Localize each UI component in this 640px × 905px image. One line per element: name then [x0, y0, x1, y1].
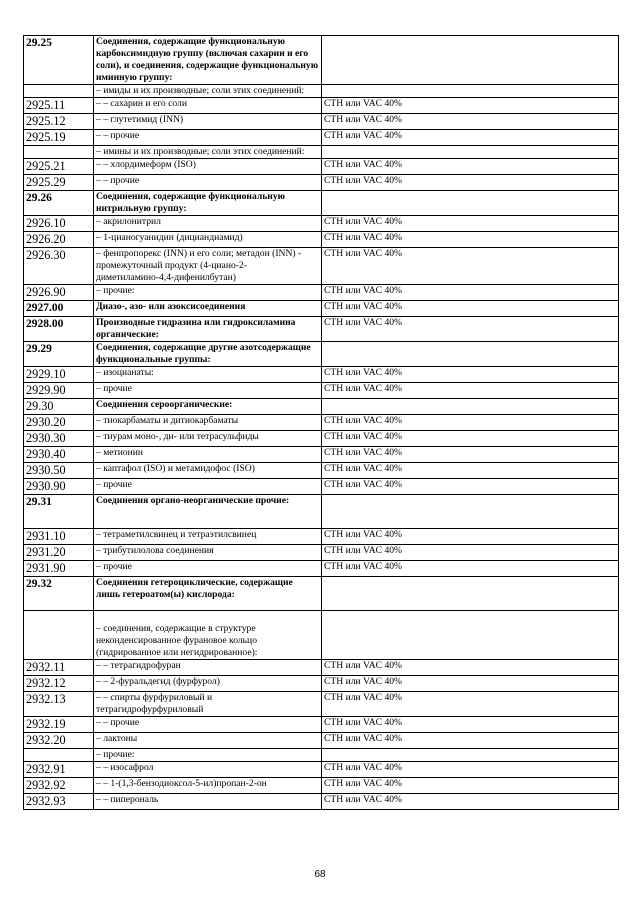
description-cell: Диазо-, азо- или азоксисоединения: [94, 301, 322, 317]
table-row: [24, 495, 619, 529]
hs-code-cell: 2925.21: [24, 159, 94, 175]
description-cell: – – изосафрол: [94, 762, 322, 778]
table-row: [24, 159, 619, 175]
hs-code-cell: 2932.20: [24, 733, 94, 749]
tariff-rules-table: [23, 35, 619, 810]
table-row: [24, 749, 619, 762]
description-cell: – лактоны: [94, 733, 322, 749]
origin-rule-cell: СТН или VAC 40%: [322, 98, 619, 114]
hs-code-cell: 2926.90: [24, 285, 94, 301]
origin-rule-cell: СТН или VAC 40%: [322, 317, 619, 342]
origin-rule-cell: [322, 146, 619, 159]
hs-code-cell: 2930.50: [24, 463, 94, 479]
hs-code-cell: 29.26: [24, 191, 94, 216]
origin-rule-cell: СТН или VAC 40%: [322, 301, 619, 317]
hs-code-cell: 2929.90: [24, 383, 94, 399]
table-row: [24, 479, 619, 495]
description-cell: – акрилонитрил: [94, 216, 322, 232]
hs-code-cell: 2927.00: [24, 301, 94, 317]
hs-code-cell: 2931.20: [24, 545, 94, 561]
origin-rule-cell: СТН или VAC 40%: [322, 367, 619, 383]
table-row: [24, 447, 619, 463]
hs-code-cell: 2932.13: [24, 692, 94, 717]
description-cell: – – спирты фурфуриловый и тетрагидрофурфуриловый: [94, 692, 322, 717]
origin-rule-cell: СТН или VAC 40%: [322, 431, 619, 447]
table-row: [24, 232, 619, 248]
hs-code-cell: 2926.20: [24, 232, 94, 248]
table-row: [24, 301, 619, 317]
origin-rule-cell: СТН или VAC 40%: [322, 248, 619, 285]
table-row: [24, 794, 619, 810]
hs-code-cell: [24, 146, 94, 159]
description-cell: Соединения, содержащие другие азотсодержащие функциональные группы:: [94, 342, 322, 367]
origin-rule-cell: СТН или VAC 40%: [322, 676, 619, 692]
hs-code-cell: [24, 85, 94, 98]
description-cell: – тиокарбаматы и дитиокарбаматы: [94, 415, 322, 431]
table-row: [24, 285, 619, 301]
origin-rule-cell: СТН или VAC 40%: [322, 479, 619, 495]
origin-rule-cell: СТН или VAC 40%: [322, 717, 619, 733]
table-row: [24, 660, 619, 676]
description-cell: – – сахарин и его соли: [94, 98, 322, 114]
origin-rule-cell: СТН или VAC 40%: [322, 778, 619, 794]
table-row: [24, 577, 619, 611]
origin-rule-cell: [322, 495, 619, 529]
table-row: [24, 98, 619, 114]
description-cell: – – прочие: [94, 717, 322, 733]
description-cell: – тиурам моно-, ди- или тетрасульфиды: [94, 431, 322, 447]
description-cell: – тетраметилсвинец и тетраэтилсвинец: [94, 529, 322, 545]
hs-code-cell: 2930.40: [24, 447, 94, 463]
table-row: [24, 191, 619, 216]
hs-code-cell: 2929.10: [24, 367, 94, 383]
description-cell: – прочие:: [94, 285, 322, 301]
hs-code-cell: 2932.12: [24, 676, 94, 692]
description-cell: – 1-цианогуанидин (дициандиамид): [94, 232, 322, 248]
table-row: [24, 561, 619, 577]
table-row: [24, 415, 619, 431]
hs-code-cell: 2925.29: [24, 175, 94, 191]
table-row: [24, 114, 619, 130]
description-cell: Производные гидразина или гидроксиламина органические:: [94, 317, 322, 342]
hs-code-cell: 2930.20: [24, 415, 94, 431]
table-row: [24, 717, 619, 733]
table-row: [24, 146, 619, 159]
origin-rule-cell: СТН или VAC 40%: [322, 660, 619, 676]
table-row: [24, 463, 619, 479]
description-cell: – трибутилолова соединения: [94, 545, 322, 561]
origin-rule-cell: СТН или VAC 40%: [322, 692, 619, 717]
table-row: [24, 733, 619, 749]
table-row: [24, 383, 619, 399]
hs-code-cell: 29.29: [24, 342, 94, 367]
hs-code-cell: 29.32: [24, 577, 94, 611]
hs-code-cell: 29.30: [24, 399, 94, 415]
origin-rule-cell: [322, 191, 619, 216]
table-row: [24, 762, 619, 778]
description-cell: – – пиперональ: [94, 794, 322, 810]
origin-rule-cell: СТН или VAC 40%: [322, 415, 619, 431]
table-row: [24, 317, 619, 342]
page-number: 68: [314, 869, 326, 880]
description-cell: – – глутетимид (INN): [94, 114, 322, 130]
origin-rule-cell: [322, 611, 619, 660]
description-cell: Соединения сероорганические:: [94, 399, 322, 415]
description-cell: – прочие:: [94, 749, 322, 762]
tariff-table-container: [23, 35, 618, 810]
hs-code-cell: 2932.91: [24, 762, 94, 778]
hs-code-cell: 2932.11: [24, 660, 94, 676]
origin-rule-cell: СТН или VAC 40%: [322, 130, 619, 146]
table-row: [24, 431, 619, 447]
description-cell: – – тетрагидрофуран: [94, 660, 322, 676]
hs-code-cell: 2930.30: [24, 431, 94, 447]
hs-code-cell: 2925.11: [24, 98, 94, 114]
description-cell: Соединения гетероциклические, содержащие лишь гетероатом(ы) кислорода:: [94, 577, 322, 611]
description-cell: – – прочие: [94, 130, 322, 146]
hs-code-cell: 2931.90: [24, 561, 94, 577]
hs-code-cell: [24, 611, 94, 660]
description-cell: – фенпропорекс (INN) и его соли; метадон (INN) - промежуточный продукт (4-циано-2-диметиламино-4,4-дифенилбутан): [94, 248, 322, 285]
origin-rule-cell: [322, 577, 619, 611]
table-row: [24, 529, 619, 545]
description-cell: – имиды и их производные; соли этих соединений:: [94, 85, 322, 98]
table-body: [24, 36, 619, 810]
table-row: [24, 611, 619, 660]
origin-rule-cell: СТН или VAC 40%: [322, 545, 619, 561]
description-cell: Соединения органо-неорганические прочие:: [94, 495, 322, 529]
table-row: [24, 399, 619, 415]
origin-rule-cell: [322, 749, 619, 762]
description-cell: – соединения, содержащие в структуре неконденсированное фурановое кольцо (гидрированное или негидрированное):: [94, 611, 322, 660]
hs-code-cell: 29.31: [24, 495, 94, 529]
origin-rule-cell: [322, 342, 619, 367]
origin-rule-cell: СТН или VAC 40%: [322, 733, 619, 749]
origin-rule-cell: СТН или VAC 40%: [322, 232, 619, 248]
hs-code-cell: 2928.00: [24, 317, 94, 342]
description-cell: – – прочие: [94, 175, 322, 191]
origin-rule-cell: СТН или VAC 40%: [322, 159, 619, 175]
table-row: [24, 216, 619, 232]
description-cell: – – 1-(1,3-бензодиоксол-5-ил)пропан-2-он: [94, 778, 322, 794]
hs-code-cell: 2932.93: [24, 794, 94, 810]
description-cell: – метионин: [94, 447, 322, 463]
hs-code-cell: [24, 749, 94, 762]
origin-rule-cell: [322, 399, 619, 415]
origin-rule-cell: СТН или VAC 40%: [322, 216, 619, 232]
origin-rule-cell: СТН или VAC 40%: [322, 762, 619, 778]
table-row: [24, 248, 619, 285]
origin-rule-cell: СТН или VAC 40%: [322, 529, 619, 545]
description-cell: – прочие: [94, 383, 322, 399]
hs-code-cell: 2926.10: [24, 216, 94, 232]
hs-code-cell: 2931.10: [24, 529, 94, 545]
origin-rule-cell: СТН или VAC 40%: [322, 463, 619, 479]
origin-rule-cell: СТН или VAC 40%: [322, 383, 619, 399]
description-cell: – изоцианаты:: [94, 367, 322, 383]
description-cell: Соединения, содержащие функциональную нитрильную группу:: [94, 191, 322, 216]
hs-code-cell: 2926.30: [24, 248, 94, 285]
description-cell: – – 2-фуральдегид (фурфурол): [94, 676, 322, 692]
table-row: [24, 367, 619, 383]
hs-code-cell: 2932.92: [24, 778, 94, 794]
table-row: [24, 692, 619, 717]
table-row: [24, 342, 619, 367]
table-row: [24, 778, 619, 794]
table-row: [24, 175, 619, 191]
hs-code-cell: 2930.90: [24, 479, 94, 495]
table-row: [24, 130, 619, 146]
hs-code-cell: 2925.12: [24, 114, 94, 130]
origin-rule-cell: СТН или VAC 40%: [322, 561, 619, 577]
origin-rule-cell: СТН или VAC 40%: [322, 285, 619, 301]
table-row: [24, 36, 619, 85]
origin-rule-cell: СТН или VAC 40%: [322, 794, 619, 810]
description-cell: Соединения, содержащие функциональную карбоксимидную группу (включая сахарин и его соли), и соединения, содержащие функциональную иминную группу:: [94, 36, 322, 85]
hs-code-cell: 29.25: [24, 36, 94, 85]
table-row: [24, 85, 619, 98]
origin-rule-cell: СТН или VAC 40%: [322, 447, 619, 463]
description-cell: – каптафол (ISO) и метамидофос (ISO): [94, 463, 322, 479]
hs-code-cell: 2925.19: [24, 130, 94, 146]
origin-rule-cell: СТН или VAC 40%: [322, 175, 619, 191]
origin-rule-cell: [322, 85, 619, 98]
table-row: [24, 545, 619, 561]
description-cell: – – хлордимеформ (ISO): [94, 159, 322, 175]
origin-rule-cell: СТН или VAC 40%: [322, 114, 619, 130]
hs-code-cell: 2932.19: [24, 717, 94, 733]
origin-rule-cell: [322, 36, 619, 85]
description-cell: – имины и их производные; соли этих соединений:: [94, 146, 322, 159]
description-cell: – прочие: [94, 561, 322, 577]
description-cell: – прочие: [94, 479, 322, 495]
table-row: [24, 676, 619, 692]
